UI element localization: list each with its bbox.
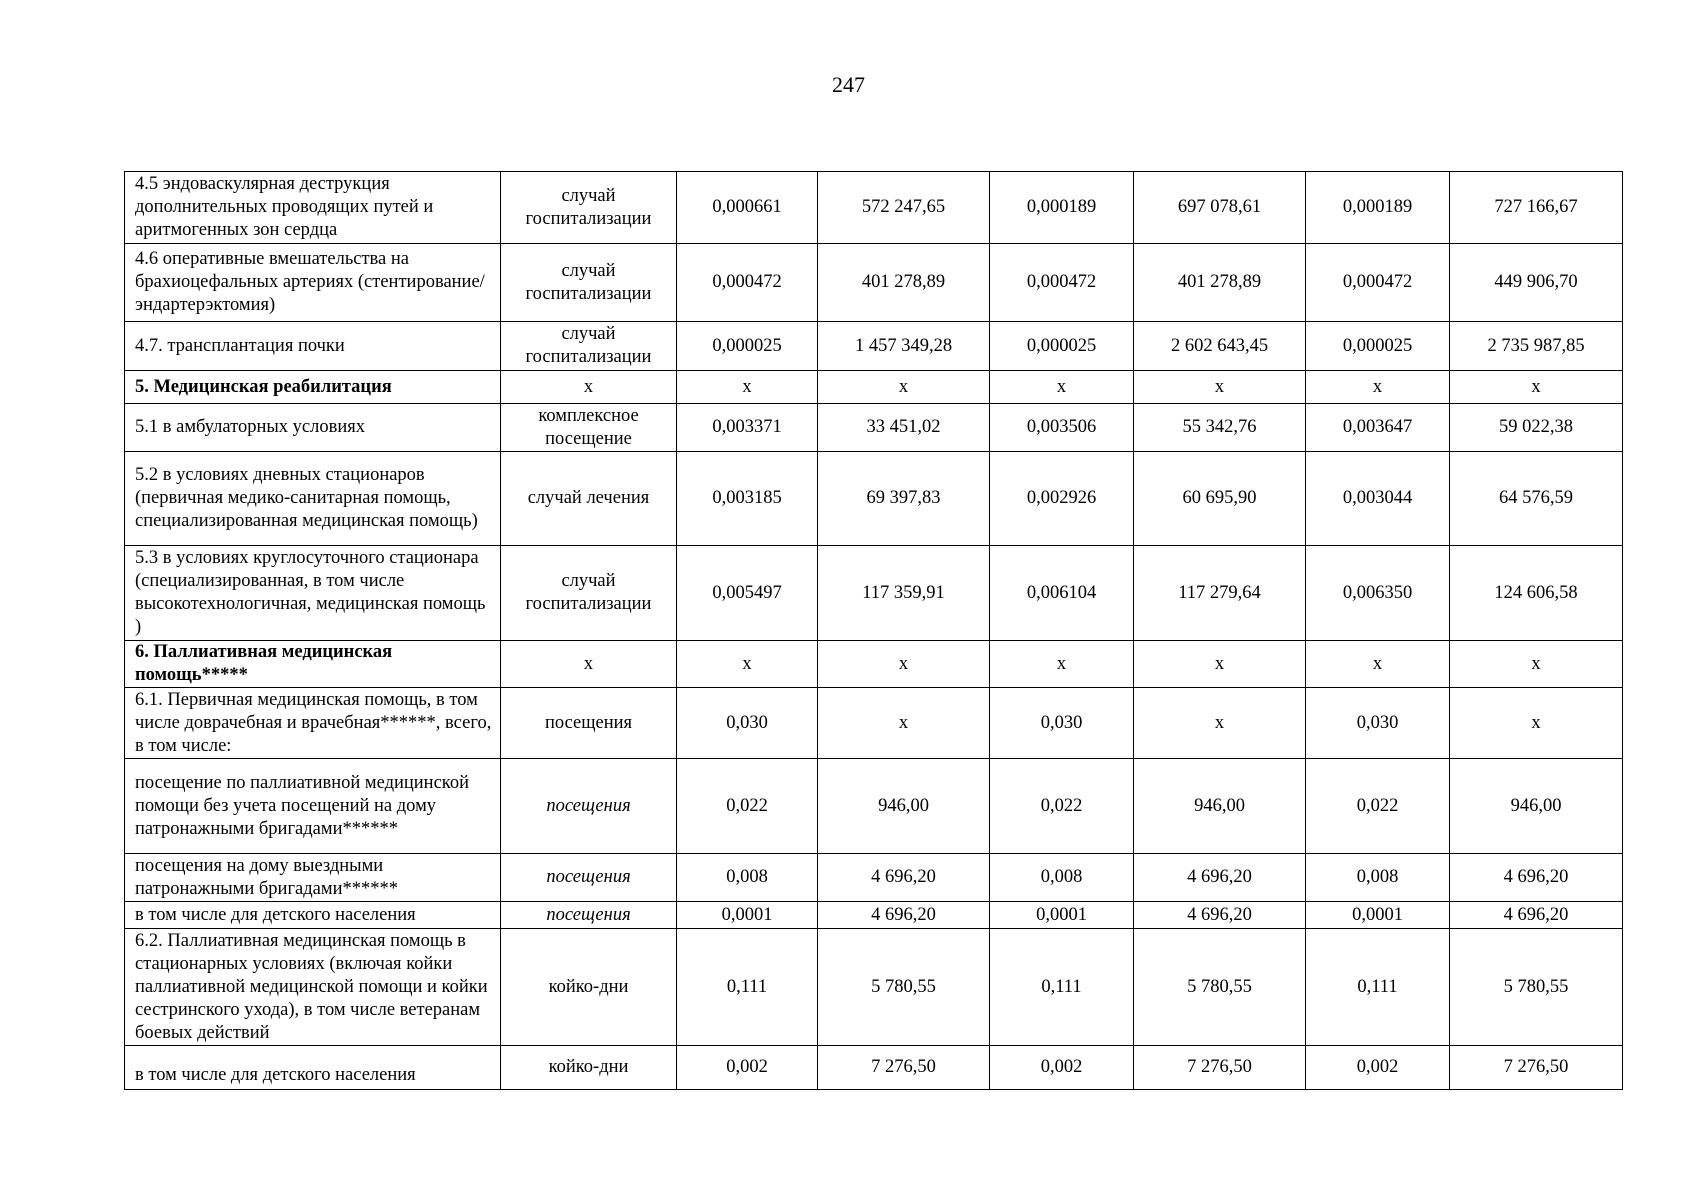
cell-value: 946,00	[818, 759, 990, 854]
cell-value: 0,0001	[1306, 902, 1450, 929]
cell-value: 0,002	[677, 1046, 818, 1090]
cell-value: 1 457 349,28	[818, 322, 990, 371]
page-number: 247	[832, 72, 865, 97]
cell-value: 59 022,38	[1450, 404, 1623, 452]
cell-value: 0,003044	[1306, 452, 1450, 546]
cell-value: 0,000189	[990, 172, 1134, 244]
row-unit: случай госпитализации	[501, 546, 677, 641]
row-name: посещения на дому выездными патронажными бригадами******	[125, 854, 501, 902]
table-row	[125, 452, 1623, 546]
cell-value: 401 278,89	[818, 244, 990, 322]
cell-value: 0,022	[990, 759, 1134, 854]
row-name: 4.6 оперативные вмешательства на брахиоцефальных артериях (стентирование/эндартерэктомия)	[125, 244, 501, 322]
row-unit: случай госпитализации	[501, 172, 677, 244]
cell-value: х	[1134, 371, 1306, 404]
section-title: 5. Медицинская реабилитация	[125, 371, 501, 404]
cell-value: 946,00	[1134, 759, 1306, 854]
cell-value: х	[818, 371, 990, 404]
row-name: в том числе для детского населения	[125, 902, 501, 929]
cell-value: 0,000472	[990, 244, 1134, 322]
cell-value: 7 276,50	[818, 1046, 990, 1090]
cell-value: 55 342,76	[1134, 404, 1306, 452]
row-name: 4.5 эндоваскулярная деструкция дополнительных проводящих путей и аритмогенных зон сердца	[125, 172, 501, 244]
cell-value: 5 780,55	[1450, 929, 1623, 1046]
row-name: посещение по паллиативной медицинской помощи без учета посещений на дому патронажными бригадами******	[125, 759, 501, 854]
cell-value: 4 696,20	[1134, 854, 1306, 902]
table-row	[125, 688, 1623, 759]
cell-value: 0,008	[1306, 854, 1450, 902]
row-name: 4.7. трансплантация почки	[125, 322, 501, 371]
cell-value: 0,002	[990, 1046, 1134, 1090]
cell-value: 0,022	[1306, 759, 1450, 854]
cell-value: 0,030	[990, 688, 1134, 759]
row-unit: х	[501, 371, 677, 404]
cell-value: 60 695,90	[1134, 452, 1306, 546]
cell-value: 64 576,59	[1450, 452, 1623, 546]
cell-value: 0,000025	[677, 322, 818, 371]
cell-value: 727 166,67	[1450, 172, 1623, 244]
cell-value: 2 602 643,45	[1134, 322, 1306, 371]
table-row	[125, 404, 1623, 452]
cell-value: 0,030	[1306, 688, 1450, 759]
row-unit: случай госпитализации	[501, 322, 677, 371]
cell-value: 0,002926	[990, 452, 1134, 546]
cell-value: х	[677, 371, 818, 404]
cell-value: 5 780,55	[818, 929, 990, 1046]
row-unit: койко-дни	[501, 929, 677, 1046]
cell-value: 7 276,50	[1134, 1046, 1306, 1090]
cell-value: 7 276,50	[1450, 1046, 1623, 1090]
cell-value: 117 279,64	[1134, 546, 1306, 641]
cell-value: х	[1134, 641, 1306, 688]
table-row	[125, 759, 1623, 854]
table-row-section	[125, 371, 1623, 404]
cell-value: х	[818, 641, 990, 688]
table-row	[125, 546, 1623, 641]
cell-value: 0,006350	[1306, 546, 1450, 641]
cell-value: 33 451,02	[818, 404, 990, 452]
cell-value: 697 078,61	[1134, 172, 1306, 244]
cell-value: 0,005497	[677, 546, 818, 641]
row-unit: случай госпитализации	[501, 244, 677, 322]
cell-value: 4 696,20	[818, 902, 990, 929]
cell-value: х	[990, 641, 1134, 688]
cell-value: 449 906,70	[1450, 244, 1623, 322]
cell-value: х	[1306, 371, 1450, 404]
cell-value: 0,030	[677, 688, 818, 759]
cell-value: 0,0001	[990, 902, 1134, 929]
row-unit: койко-дни	[501, 1046, 677, 1090]
table-row	[125, 902, 1623, 929]
table-row	[125, 172, 1623, 244]
cell-value: 0,000025	[990, 322, 1134, 371]
row-unit: посещения	[501, 902, 677, 929]
cell-value: 124 606,58	[1450, 546, 1623, 641]
cell-value: 0,000661	[677, 172, 818, 244]
cell-value: 0,003371	[677, 404, 818, 452]
row-name: 5.2 в условиях дневных стационаров (первичная медико-санитарная помощь, специализированная медицинская помощь)	[125, 452, 501, 546]
cell-value: 4 696,20	[1450, 902, 1623, 929]
row-name: 6.1. Первичная медицинская помощь, в том числе доврачебная и врачебная******, всего, в том числе:	[125, 688, 501, 759]
cell-value: 401 278,89	[1134, 244, 1306, 322]
row-unit: х	[501, 641, 677, 688]
row-unit: посещения	[501, 854, 677, 902]
table-row	[125, 929, 1623, 1046]
row-unit: случай лечения	[501, 452, 677, 546]
cell-value: 0,022	[677, 759, 818, 854]
cell-value: х	[1306, 641, 1450, 688]
data-table	[124, 171, 1623, 1090]
row-name: 5.3 в условиях круглосуточного стационара (специализированная, в том числе высокотехнологичная, медицинская помощь )	[125, 546, 501, 641]
cell-value: х	[677, 641, 818, 688]
cell-value: 0,003185	[677, 452, 818, 546]
cell-value: 4 696,20	[1134, 902, 1306, 929]
table-row-section	[125, 641, 1623, 688]
cell-value: х	[1450, 688, 1623, 759]
row-unit: комплексное посещение	[501, 404, 677, 452]
cell-value: 0,000472	[1306, 244, 1450, 322]
cell-value: 946,00	[1450, 759, 1623, 854]
row-unit: посещения	[501, 688, 677, 759]
cell-value: 0,000189	[1306, 172, 1450, 244]
cell-value: 69 397,83	[818, 452, 990, 546]
cell-value: 117 359,91	[818, 546, 990, 641]
cell-value: 0,002	[1306, 1046, 1450, 1090]
cell-value: 4 696,20	[1450, 854, 1623, 902]
cell-value: 0,008	[990, 854, 1134, 902]
cell-value: х	[1450, 641, 1623, 688]
cell-value: х	[990, 371, 1134, 404]
cell-value: х	[1450, 371, 1623, 404]
row-name: в том числе для детского населения	[125, 1046, 501, 1090]
row-unit: посещения	[501, 759, 677, 854]
cell-value: 2 735 987,85	[1450, 322, 1623, 371]
cell-value: 0,000025	[1306, 322, 1450, 371]
cell-value: 4 696,20	[818, 854, 990, 902]
table-row	[125, 854, 1623, 902]
cell-value: 0,0001	[677, 902, 818, 929]
cell-value: 0,111	[990, 929, 1134, 1046]
cell-value: 0,003647	[1306, 404, 1450, 452]
section-title: 6. Паллиативная медицинская помощь*****	[125, 641, 501, 688]
row-name: 5.1 в амбулаторных условиях	[125, 404, 501, 452]
table-row	[125, 1046, 1623, 1090]
row-name: 6.2. Паллиативная медицинская помощь в стационарных условиях (включая койки паллиативной медицинской помощи и койки сестринского ухода), в том числе ветеранам боевых действий	[125, 929, 501, 1046]
cell-value: 572 247,65	[818, 172, 990, 244]
cell-value: 0,111	[677, 929, 818, 1046]
cell-value: х	[818, 688, 990, 759]
table-row	[125, 244, 1623, 322]
cell-value: 0,006104	[990, 546, 1134, 641]
cell-value: 0,000472	[677, 244, 818, 322]
cell-value: х	[1134, 688, 1306, 759]
table-row	[125, 322, 1623, 371]
cell-value: 5 780,55	[1134, 929, 1306, 1046]
cell-value: 0,111	[1306, 929, 1450, 1046]
cell-value: 0,008	[677, 854, 818, 902]
cell-value: 0,003506	[990, 404, 1134, 452]
